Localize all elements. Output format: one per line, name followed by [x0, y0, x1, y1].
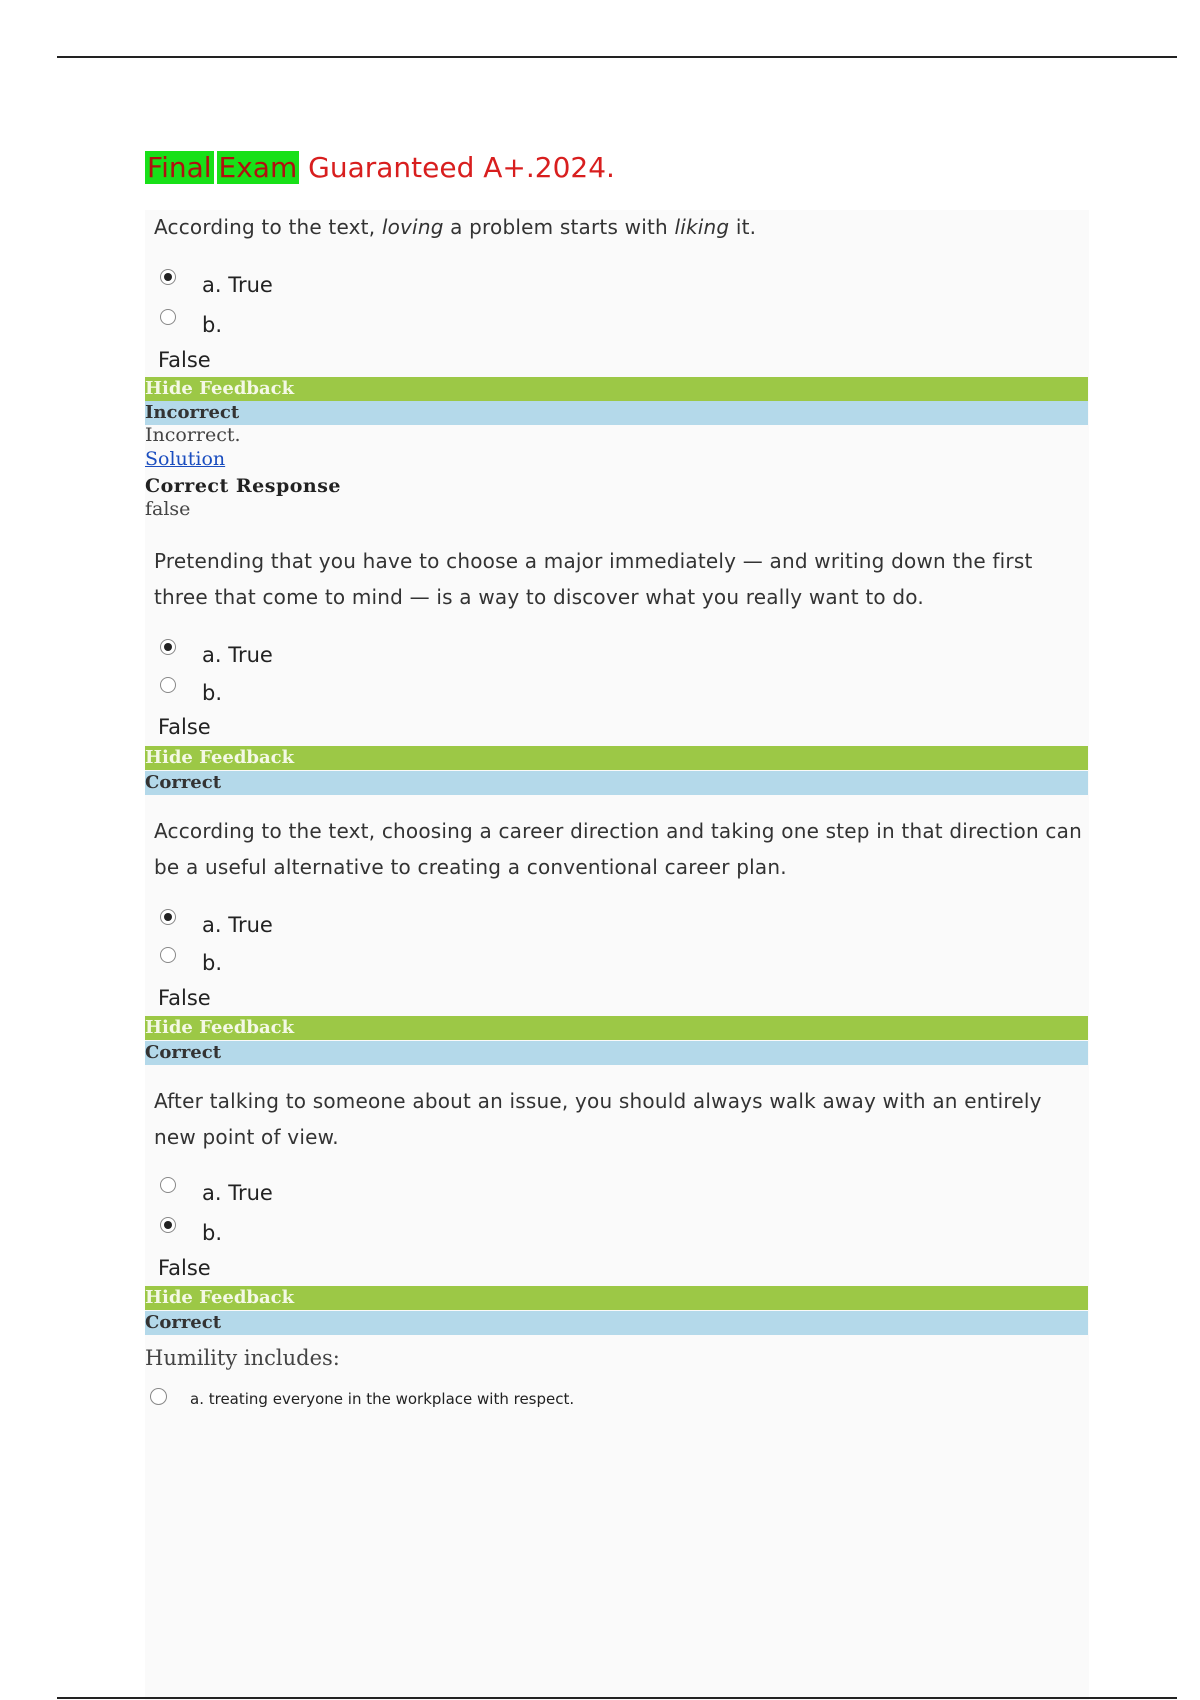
q1-option-a-label: a. True — [202, 273, 273, 297]
radio-selected-icon[interactable] — [160, 269, 176, 285]
radio-selected-icon[interactable] — [160, 639, 176, 655]
radio-unselected-icon[interactable] — [160, 677, 176, 693]
radio-selected-icon[interactable] — [160, 909, 176, 925]
q1-status-bar: Incorrect — [145, 401, 1088, 425]
radio-selected-icon[interactable] — [160, 1217, 176, 1233]
radio-unselected-icon[interactable] — [150, 1388, 167, 1405]
q4-false-label: False — [158, 1256, 211, 1280]
question-4-text: After talking to someone about an issue, you should always walk away with an entirely new point of view. — [154, 1089, 1042, 1149]
q4-option-a-label: a. True — [202, 1181, 273, 1205]
q2-option-b[interactable] — [160, 676, 223, 705]
q3-option-a[interactable] — [160, 908, 273, 937]
question-2-text: Pretending that you have to choose a major immediately — and writing down the first three that come to mind — is a way to discover what you really want to do. — [154, 549, 1033, 609]
q3-option-b[interactable] — [160, 946, 223, 975]
question-1-text — [154, 209, 1089, 245]
q2-status-bar: Correct — [145, 771, 1088, 795]
q1-text-emphasis: loving — [381, 215, 444, 239]
document-title — [145, 148, 615, 188]
q1-text-part: According to the text, — [154, 215, 382, 239]
content-background — [145, 210, 1089, 1700]
q1-false-label: False — [158, 348, 211, 372]
q1-correct-response-value: false — [145, 498, 191, 520]
q2-option-a-label: a. True — [202, 643, 273, 667]
title-rest: Guaranteed A+.2024. — [308, 151, 615, 184]
q1-option-b-label: b. — [202, 313, 223, 337]
q5-option-a[interactable] — [150, 1386, 575, 1408]
q2-option-b-label: b. — [202, 681, 223, 705]
q1-feedback-text: Incorrect. — [145, 424, 241, 446]
q2-option-a[interactable] — [160, 638, 273, 667]
title-highlight-final: Final — [147, 151, 212, 184]
radio-unselected-icon[interactable] — [160, 947, 176, 963]
q4-status-bar: Correct — [145, 1311, 1088, 1335]
q4-option-a[interactable] — [160, 1176, 273, 1205]
top-rule — [57, 56, 1177, 58]
q3-status-bar: Correct — [145, 1041, 1088, 1065]
q1-option-a[interactable] — [160, 268, 273, 297]
q3-option-b-label: b. — [202, 951, 223, 975]
q5-option-a-label: a. treating everyone in the workplace with respect. — [190, 1390, 575, 1408]
bottom-rule — [57, 1697, 1177, 1699]
q1-option-b[interactable] — [160, 308, 223, 337]
title-highlight-exam: Exam — [218, 151, 298, 184]
q1-hide-feedback-button[interactable]: Hide Feedback — [145, 377, 1088, 401]
question-5-text: Humility includes: — [145, 1346, 340, 1370]
q1-text-part: it. — [729, 215, 757, 239]
q1-solution-link[interactable]: Solution — [145, 448, 226, 470]
q1-text-emphasis: liking — [674, 215, 730, 239]
radio-unselected-icon[interactable] — [160, 1177, 176, 1193]
q1-text-part: a problem starts with — [443, 215, 675, 239]
radio-unselected-icon[interactable] — [160, 309, 176, 325]
q3-option-a-label: a. True — [202, 913, 273, 937]
q4-option-b[interactable] — [160, 1216, 223, 1245]
q1-correct-response-label: Correct Response — [145, 475, 341, 497]
question-3-text: According to the text, choosing a career direction and taking one step in that direction can be a useful alternative to creating a conventional career plan. — [154, 819, 1082, 879]
q4-option-b-label: b. — [202, 1221, 223, 1245]
q4-hide-feedback-button[interactable]: Hide Feedback — [145, 1286, 1088, 1310]
q3-false-label: False — [158, 986, 211, 1010]
q2-false-label: False — [158, 715, 211, 739]
q3-hide-feedback-button[interactable]: Hide Feedback — [145, 1016, 1088, 1040]
q2-hide-feedback-button[interactable]: Hide Feedback — [145, 746, 1088, 770]
